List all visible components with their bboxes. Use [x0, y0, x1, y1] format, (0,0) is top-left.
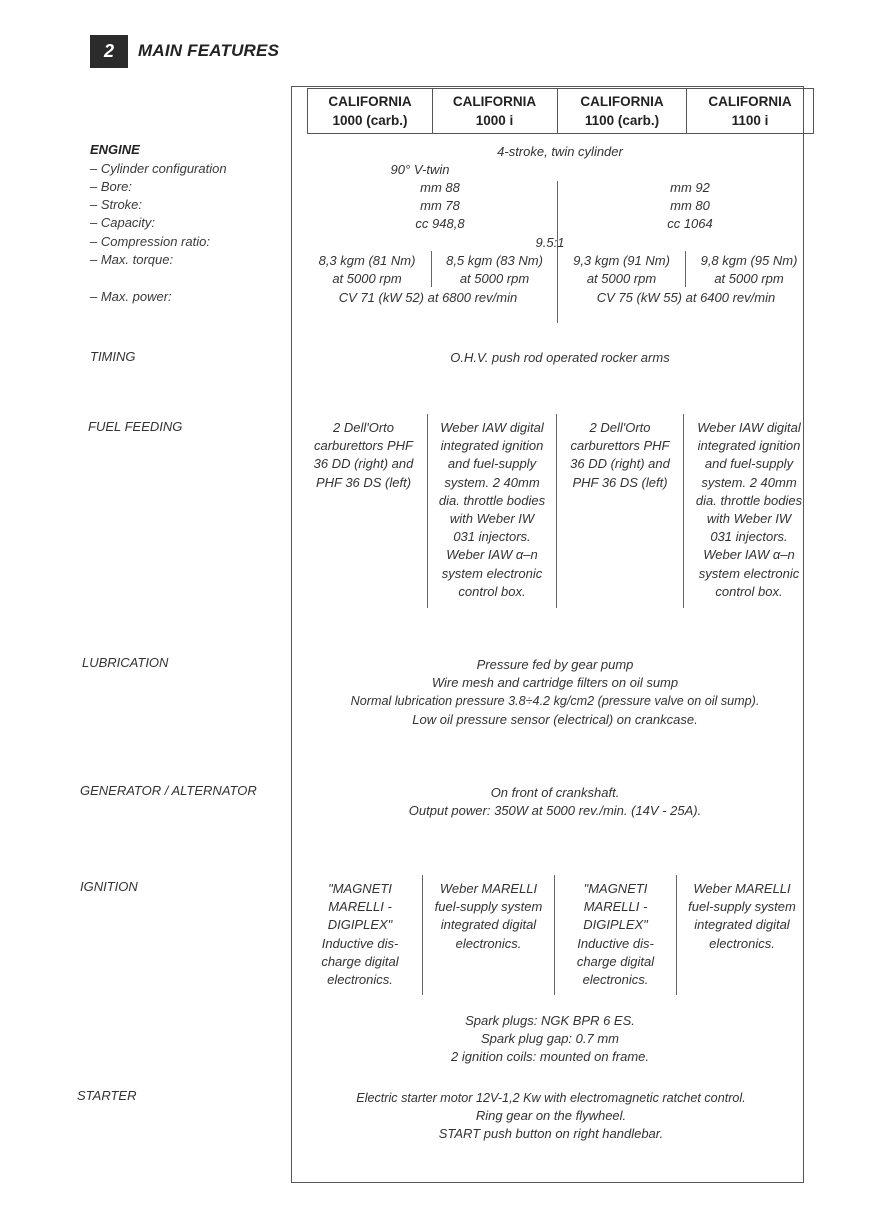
fuel-feeding-heading: FUEL FEEDING [88, 419, 183, 434]
capacity-1100-value: cc 1064 [667, 216, 713, 231]
fuel-line: carburettors PHF [314, 438, 413, 454]
torque-california-1000-i [432, 252, 557, 288]
starter-details [296, 1089, 806, 1144]
compression-ratio-value: 9.5:1 [535, 235, 565, 250]
column-header-line1: CALIFORNIA [708, 94, 792, 109]
column-header-line1: CALIFORNIA [328, 94, 412, 109]
cylinder-configuration-label: – Cylinder configuration [90, 161, 227, 176]
fuel-line: system. 2 40mm [444, 474, 540, 490]
engine-heading: ENGINE [90, 142, 140, 157]
ignition-line: integrated digital [694, 917, 790, 933]
ignition-line: integrated digital [440, 917, 537, 933]
starter-heading: STARTER [77, 1088, 137, 1103]
fuel-feeding-california-1000-carb [300, 419, 427, 492]
ignition-common-line: 2 ignition coils: mounted on frame. [451, 1049, 649, 1065]
column-header-california-1000-i [432, 88, 558, 134]
stroke-1000-value: mm 78 [420, 198, 460, 213]
ignition-california-1100-i [677, 880, 807, 953]
fuel-feeding-california-1100-carb [557, 419, 683, 492]
fuel-line: and fuel-supply [704, 456, 794, 472]
starter-line: Ring gear on the flywheel. [475, 1108, 627, 1124]
ignition-heading: IGNITION [80, 879, 138, 894]
cylinder-configuration-value: 90° V-twin [390, 162, 450, 177]
fuel-line: 031 injectors. [453, 529, 531, 545]
ignition-line: electronics. [327, 972, 393, 988]
ignition-line: charge digital [321, 953, 399, 969]
ignition-line: electronics. [582, 972, 649, 988]
fuel-feeding-california-1000-i [428, 419, 556, 601]
ignition-line: electronics. [709, 935, 775, 951]
ignition-line: Weber MARELLI [693, 881, 791, 896]
fuel-line: with Weber IW [449, 511, 535, 527]
fuel-feeding-california-1100-i [684, 419, 814, 601]
fuel-line: 36 DD (right) and [313, 456, 414, 472]
fuel-line: system electronic [698, 565, 800, 581]
fuel-line: 031 injectors. [710, 529, 788, 545]
column-header-california-1000-carb [307, 88, 433, 134]
fuel-line: integrated ignition [697, 438, 801, 454]
torque-rpm: at 5000 rpm [459, 271, 530, 286]
torque-rpm: at 5000 rpm [332, 271, 402, 286]
torque-value: 9,3 kgm (91 Nm) [573, 253, 670, 268]
torque-value: 8,5 kgm (83 Nm) [446, 253, 543, 268]
ignition-line: charge digital [576, 953, 655, 969]
fuel-line: PHF 36 DS (left) [315, 474, 412, 490]
generator-details [300, 784, 810, 820]
ignition-common-line: Spark plug gap: 0.7 mm [480, 1031, 620, 1047]
ignition-line: "MAGNETI [328, 881, 392, 896]
lubrication-details [300, 656, 810, 729]
ignition-california-1000-i [423, 880, 554, 953]
fuel-line: control box. [458, 583, 526, 599]
column-header-line1: CALIFORNIA [580, 94, 664, 109]
max-power-1000-value: CV 71 (kW 52) at 6800 rev/min [338, 290, 518, 305]
bore-1100-value: mm 92 [670, 180, 710, 195]
lubrication-line: Normal lubrication pressure 3.8÷4.2 kg/cm2 (pressure valve on oil sump). [350, 694, 760, 709]
lubrication-line: Low oil pressure sensor (electrical) on crankcase. [412, 711, 698, 727]
torque-california-1000-carb [304, 252, 430, 288]
ignition-line: electronics. [455, 935, 522, 951]
ignition-line: fuel-supply system [434, 899, 543, 915]
timing-heading: TIMING [90, 349, 136, 364]
ignition-common-details [300, 1012, 800, 1067]
ignition-line: DIGIPLEX" [327, 917, 393, 933]
column-header-line2: 1000 (carb.) [332, 113, 408, 128]
ignition-california-1000-carb [298, 880, 422, 989]
section-number-badge: 2 [90, 35, 128, 68]
column-header-line2: 1100 i [731, 113, 769, 128]
lubrication-heading: LUBRICATION [82, 655, 169, 670]
fuel-line: integrated ignition [440, 438, 544, 454]
max-torque-label: – Max. torque: [90, 252, 174, 267]
starter-line: START push button on right handlebar. [438, 1126, 664, 1142]
fuel-line: carburettors PHF [570, 438, 670, 454]
section-title: MAIN FEATURES [138, 41, 280, 60]
fuel-line: dia. throttle bodies [695, 492, 803, 508]
fuel-line: system electronic [441, 565, 543, 581]
fuel-line: Weber IAW digital [697, 420, 801, 435]
ignition-line: MARELLI - [583, 899, 648, 915]
compression-ratio-label: – Compression ratio: [90, 234, 210, 249]
torque-rpm: at 5000 rpm [714, 271, 784, 286]
column-header-line1: CALIFORNIA [452, 94, 537, 109]
torque-value: 8,3 kgm (81 Nm) [318, 253, 416, 268]
timing-value: O.H.V. push rod operated rocker arms [450, 350, 670, 365]
column-header-line2: 1100 (carb.) [584, 113, 660, 128]
fuel-line: dia. throttle bodies [438, 492, 546, 508]
ignition-line: Weber MARELLI [439, 881, 538, 896]
generator-line: On front of crankshaft. [490, 785, 620, 800]
ignition-line: Inductive dis- [577, 935, 654, 951]
fuel-line: 2 Dell'Orto [332, 420, 394, 435]
fuel-line: with Weber IW [706, 511, 792, 527]
lubrication-line: Pressure fed by gear pump [476, 657, 634, 672]
torque-rpm: at 5000 rpm [586, 271, 657, 286]
generator-line: Output power: 350W at 5000 rev./min. (14V - 25A). [408, 803, 702, 819]
column-header-line2: 1000 i [475, 113, 514, 128]
bore-label: – Bore: [90, 179, 132, 194]
fuel-line: system. 2 40mm [701, 474, 797, 490]
stroke-label: – Stroke: [90, 197, 143, 212]
torque-value: 9,8 kgm (95 Nm) [700, 253, 798, 268]
fuel-line: control box. [715, 583, 783, 599]
fuel-line: and fuel-supply [447, 456, 537, 472]
engine-type: 4-stroke, twin cylinder [497, 144, 623, 159]
fuel-line: 2 Dell'Orto [589, 420, 651, 435]
fuel-line: Weber IAW α–n [446, 547, 538, 563]
ignition-line: fuel-supply system [688, 899, 796, 915]
generator-alternator-heading: GENERATOR / ALTERNATOR [80, 783, 257, 798]
fuel-line: 36 DD (right) and [570, 456, 670, 472]
lubrication-line: Wire mesh and cartridge filters on oil sump [431, 675, 679, 691]
capacity-label: – Capacity: [90, 215, 156, 230]
column-header-california-1100-carb [558, 88, 687, 134]
capacity-1000-value: cc 948,8 [415, 216, 465, 231]
ignition-line: DIGIPLEX" [583, 917, 648, 933]
max-power-label: – Max. power: [90, 289, 172, 304]
starter-line: Electric starter motor 12V-1,2 Kw with electromagnetic ratchet control. [356, 1091, 746, 1105]
ignition-line: MARELLI - [328, 899, 392, 915]
max-power-1100-value: CV 75 (kW 55) at 6400 rev/min [596, 290, 776, 305]
ignition-line: "MAGNETI [583, 881, 648, 896]
ignition-california-1100-carb [555, 880, 676, 989]
stroke-1100-value: mm 80 [670, 198, 710, 213]
fuel-line: Weber IAW digital [440, 420, 544, 435]
torque-california-1100-carb [558, 252, 685, 288]
fuel-line: PHF 36 DS (left) [572, 474, 668, 490]
column-header-california-1100-i [687, 88, 814, 134]
ignition-line: Inductive dis- [321, 935, 399, 951]
ignition-common-line: Spark plugs: NGK BPR 6 ES. [465, 1013, 635, 1028]
torque-california-1100-i [686, 252, 812, 288]
fuel-line: Weber IAW α–n [703, 547, 795, 563]
bore-1000-value: mm 88 [420, 180, 460, 195]
